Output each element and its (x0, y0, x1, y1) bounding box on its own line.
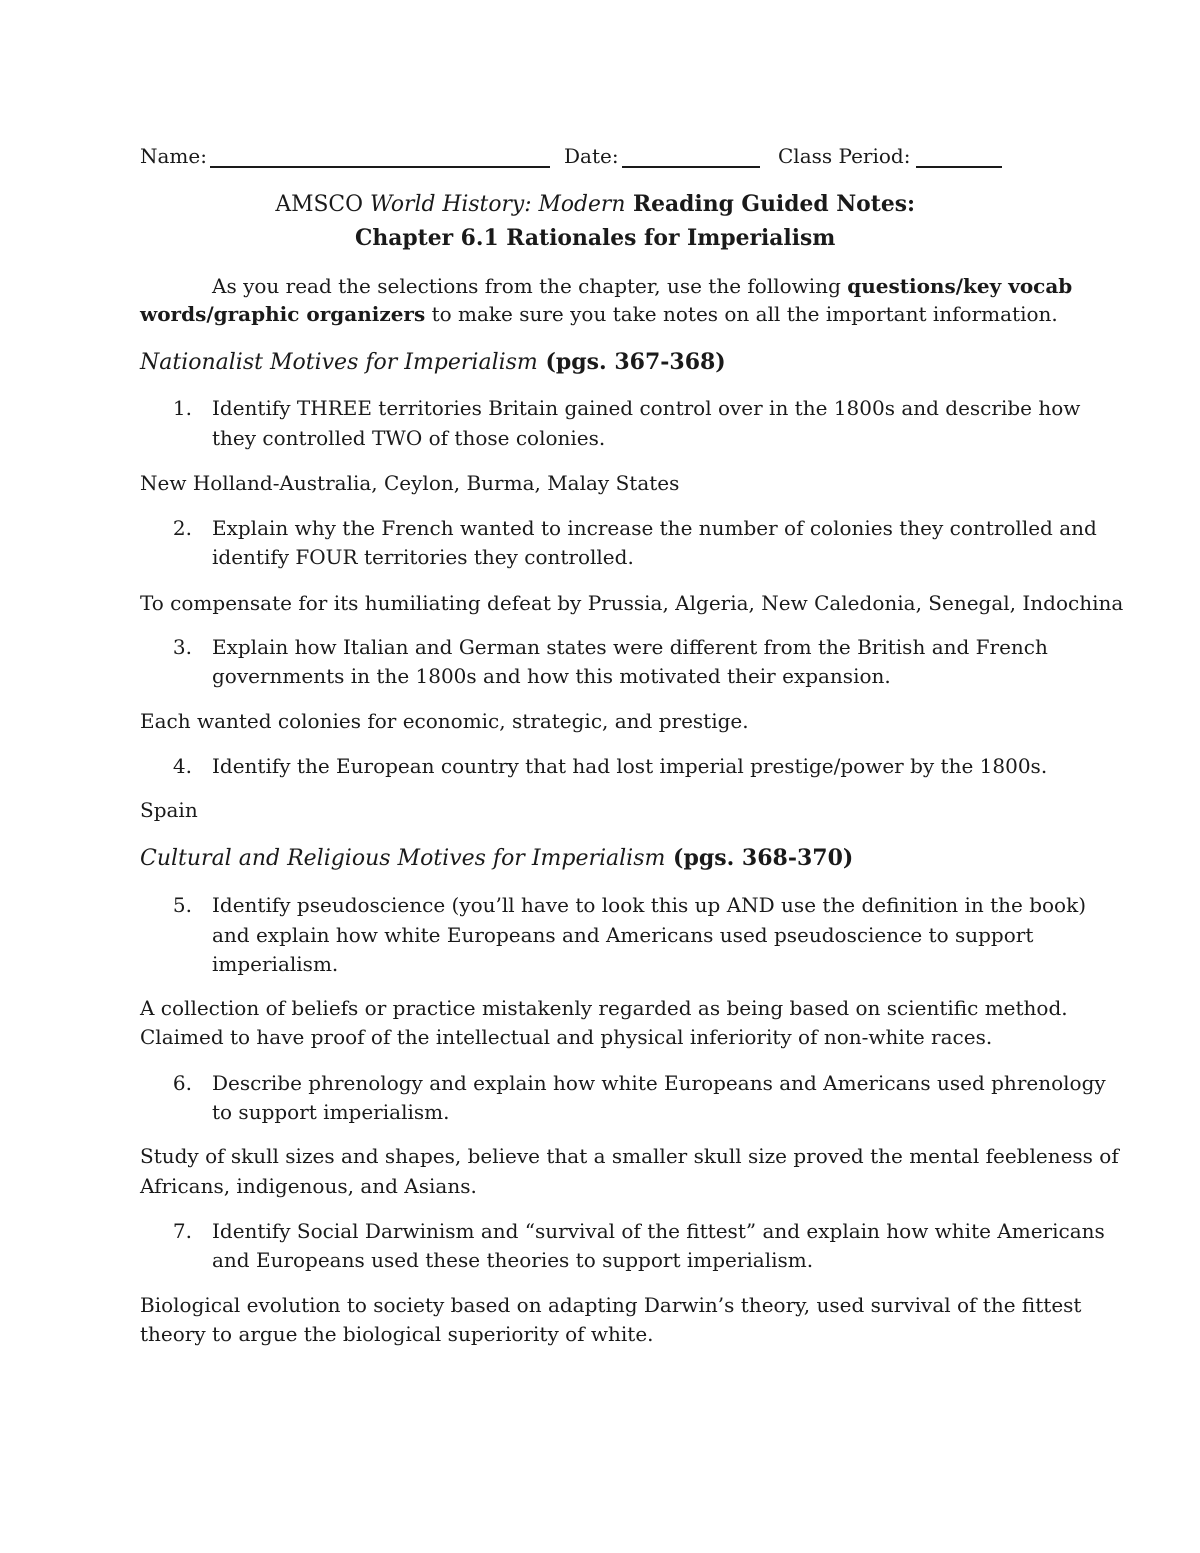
question-number: 6. (172, 1071, 192, 1095)
answer-6-line-2: Africans, indigenous, and Asians. (140, 1174, 477, 1198)
chapter-title: Chapter 6.1 Rationales for Imperialism (354, 225, 836, 251)
answer-2: To compensate for its humiliating defeat by Prussia, Algeria, New Caledonia, Senegal, Indochina (140, 591, 1124, 615)
question-7-line-2: and Europeans used these theories to support imperialism. (212, 1248, 814, 1272)
date-blank (622, 166, 760, 168)
question-5-line-3: imperialism. (212, 952, 339, 976)
answer-7-line-2: theory to argue the biological superiority of white. (140, 1322, 654, 1346)
question-number: 7. (172, 1219, 192, 1243)
question-number: 3. (172, 635, 192, 659)
section-heading-nationalist: Nationalist Motives for Imperialism (pgs. 367-368) (140, 349, 726, 375)
question-5-line-1: Identify pseudoscience (you’ll have to look this up AND use the definition in the book) (212, 893, 1087, 917)
question-6-line-2: to support imperialism. (212, 1100, 450, 1124)
answer-3: Each wanted colonies for economic, strategic, and prestige. (140, 709, 749, 733)
class-period-blank (916, 166, 1002, 168)
question-4-line-1: Identify the European country that had lost imperial prestige/power by the 1800s. (212, 754, 1048, 778)
question-number: 5. (172, 893, 192, 917)
question-number: 2. (172, 516, 192, 540)
answer-5-line-2: Claimed to have proof of the intellectual and physical inferiority of non-white races. (140, 1025, 993, 1049)
name-blank (210, 166, 550, 168)
question-3-line-1: Explain how Italian and German states were different from the British and French (212, 635, 1048, 659)
question-5-line-2: and explain how white Europeans and Americans used pseudoscience to support (212, 923, 1034, 947)
document-title: AMSCO World History: Modern Reading Guided Notes: (275, 191, 916, 217)
answer-1: New Holland-Australia, Ceylon, Burma, Malay States (140, 471, 680, 495)
name-label: Name: (140, 144, 207, 168)
answer-7-line-1: Biological evolution to society based on adapting Darwin’s theory, used survival of the fittest (140, 1293, 1082, 1317)
question-1-line-1: Identify THREE territories Britain gained control over in the 1800s and describe how (212, 396, 1081, 420)
question-number: 1. (172, 396, 192, 420)
date-label: Date: (564, 144, 619, 168)
answer-4: Spain (140, 798, 198, 822)
question-6-line-1: Describe phrenology and explain how white Europeans and Americans used phrenology (212, 1071, 1106, 1095)
answer-6-line-1: Study of skull sizes and shapes, believe that a smaller skull size proved the mental feebleness of (140, 1144, 1119, 1168)
question-7-line-1: Identify Social Darwinism and “survival of the fittest” and explain how white Americans (212, 1219, 1105, 1243)
answer-5-line-1: A collection of beliefs or practice mistakenly regarded as being based on scientific method. (140, 996, 1068, 1020)
section-heading-cultural-religious: Cultural and Religious Motives for Imperialism (pgs. 368-370) (140, 845, 854, 871)
class-period-label: Class Period: (778, 144, 911, 168)
question-3-line-2: governments in the 1800s and how this motivated their expansion. (212, 664, 891, 688)
question-2-line-2: identify FOUR territories they controlled. (212, 545, 634, 569)
question-number: 4. (172, 754, 192, 778)
intro-line-1: As you read the selections from the chapter, use the following questions/key vocab (212, 274, 1073, 298)
intro-line-2: words/graphic organizers to make sure you take notes on all the important information. (140, 302, 1058, 326)
question-2-line-1: Explain why the French wanted to increase the number of colonies they controlled and (212, 516, 1097, 540)
question-1-line-2: they controlled TWO of those colonies. (212, 426, 606, 450)
